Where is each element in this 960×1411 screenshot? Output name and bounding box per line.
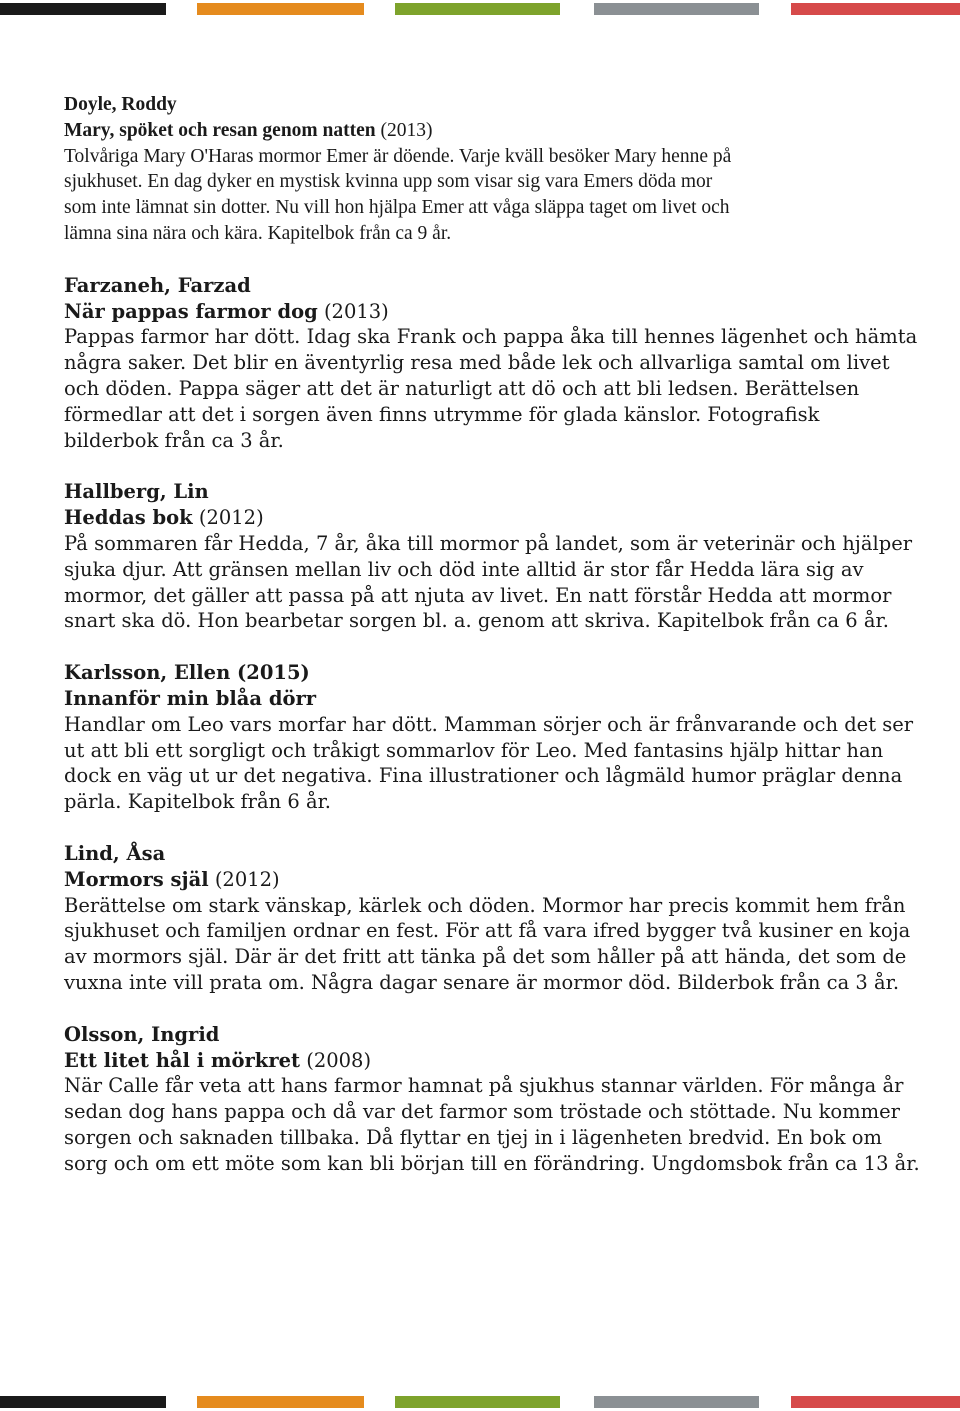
stripe-gray [594,3,759,15]
stripe-red [791,3,960,15]
stripe-green [395,1396,560,1408]
book-author: Hallberg, Lin [64,480,209,504]
bottom-color-stripes [0,1396,960,1408]
book-author: Farzaneh, Farzad [64,273,251,297]
stripe-green [395,3,560,15]
description-line: av mormors själ. Där är det fritt att tänka på det som håller på att hända, det som de [64,945,907,969]
description-line: sjukhuset och familjen ordnar en fest. För att få vara ifred bygger två kusiner en koja [64,919,911,943]
description-line: snart ska dö. Hon bearbetar sorgen bl. a. genom att skriva. Kapitelbok från ca 6 år. [64,609,889,633]
stripe-orange [197,3,364,15]
book-entry [64,660,944,815]
book-description [64,712,944,815]
book-description [64,324,944,453]
description-line: sjukhuset. En dag dyker en mystisk kvinna upp som visar sig vara Emers döda mor [64,171,713,193]
book-title: Mormors själ [64,867,209,891]
description-line: På sommaren får Hedda, 7 år, åka till mormor på landet, som är veterinär och hjälper [64,531,913,555]
book-description [64,531,944,634]
description-line: sorgen och saknaden tillbaka. Då flyttar en tjej in i lägenheten bredvid. En bok om [64,1125,882,1149]
book-title: Mary, spöket och resan genom natten [64,119,376,141]
book-entry [64,1022,944,1177]
stripe-red [791,1396,960,1408]
description-line: dock en väg ut ur det negativa. Fina illustrationer och lågmäld humor präglar denna [64,764,903,788]
stripe-orange [197,1396,364,1408]
book-title: Innanför min blåa dörr [64,686,317,710]
book-title: Ett litet hål i mörkret [64,1048,301,1072]
description-line: lämna sina nära och kära. Kapitelbok från ca 9 år. [64,222,452,244]
book-description [64,144,944,247]
description-line: och döden. Pappa säger att det är naturligt att dö och att bli ledsen. Berättelsen [64,376,860,400]
description-line: bilderbok från ca 3 år. [64,428,284,452]
description-line: Berättelse om stark vänskap, kärlek och döden. Mormor har precis kommit hem från [64,893,906,917]
book-description [64,1073,944,1176]
book-author: Karlsson, Ellen (2015) [64,661,310,685]
description-line: som inte lämnat sin dotter. Nu vill hon hjälpa Emer att våga släppa taget om livet och [64,197,730,219]
book-entry [64,841,944,996]
description-line: ut att bli ett sorgligt och tråkigt sommarlov för Leo. Med fantasins hjälp hittar han [64,738,884,762]
book-author: Doyle, Roddy [64,94,177,115]
book-year: (2012) [208,867,280,891]
description-line: Tolvåriga Mary O'Haras mormor Emer är döende. Varje kväll besöker Mary henne på [64,145,732,167]
description-line: vuxna inte vill prata om. Några dagar senare är mormor död. Bilderbok från ca 3 år. [64,970,900,994]
description-line: mormor, det gäller att passa på att njuta av livet. En natt förstår Hedda att mormor [64,583,892,607]
description-line: Handlar om Leo vars morfar har dött. Mamman sörjer och är frånvarande och det ser [64,712,914,736]
book-year: (2013) [375,119,433,141]
description-line: pärla. Kapitelbok från 6 år. [64,790,331,814]
stripe-black [0,1396,166,1408]
book-author: Olsson, Ingrid [64,1022,220,1046]
book-entry [64,92,944,247]
book-entry [64,479,944,634]
top-color-stripes [0,3,960,15]
book-entry [64,273,944,454]
description-line: sjuka djur. Att gränsen mellan liv och död inte alltid är stor får Hedda lära sig av [64,557,864,581]
book-year: (2013) [317,299,389,323]
book-list [64,92,944,1202]
description-line: Pappas farmor har dött. Idag ska Frank och pappa åka till hennes lägenhet och hämta [64,325,918,349]
stripe-gray [594,1396,759,1408]
stripe-black [0,3,166,15]
book-year: (2008) [300,1048,372,1072]
description-line: sorg och om ett möte som kan bli början till en förändring. Ungdomsbok från ca 13 år. [64,1151,920,1175]
description-line: förmedlar att det i sorgen även finns utrymme för glada känslor. Fotografisk [64,402,820,426]
description-line: sedan dog hans pappa och då var det farmor som tröstade och stöttade. Nu kommer [64,1100,900,1124]
description-line: några saker. Det blir en äventyrlig resa med både lek och allvarliga samtal om livet [64,351,890,375]
book-title: När pappas farmor dog [64,299,318,323]
book-title: Heddas bok [64,506,193,530]
book-year: (2012) [192,506,264,530]
description-line: När Calle får veta att hans farmor hamnat på sjukhus stannar världen. För många år [64,1074,904,1098]
book-author: Lind, Åsa [64,841,166,865]
book-description [64,893,944,996]
